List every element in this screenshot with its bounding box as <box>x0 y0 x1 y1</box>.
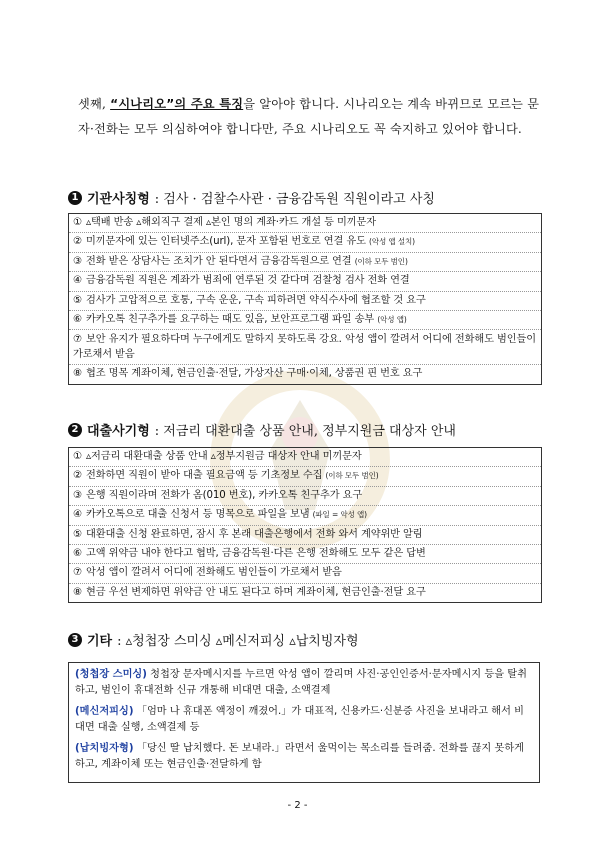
list-item <box>69 253 541 272</box>
item-text: ▵저금리 대환대출 상품 안내 ▵정부지원금 대상자 안내 미끼문자 <box>86 451 362 462</box>
item-text: 은행 직원이라며 전화가 옴(010 번호), 카카오톡 친구추가 요구 <box>86 489 363 501</box>
section-2-title: 대출사기형 <box>87 424 150 439</box>
item-note: (파일 = 악성 앱) <box>312 510 367 520</box>
item-note: (악성 앱 설치) <box>369 237 415 247</box>
item-text: 대환대출 신청 완료하면, 잠시 후 본래 대출은행에서 전화 와서 계약위반 알림 <box>86 528 423 540</box>
section-1-title: 기관사칭형 <box>87 192 150 207</box>
item-number: ③ <box>73 255 83 267</box>
scam-type-tag: (청첩장 스미싱) <box>75 669 147 680</box>
list-item <box>69 487 541 506</box>
list-item <box>69 526 541 545</box>
list-item <box>69 564 541 583</box>
section-2-list <box>68 447 542 603</box>
item-text: 악성 앱이 깔려서 어디에 전화해도 범인들이 가로채서 받음 <box>86 567 342 579</box>
list-item <box>69 292 541 311</box>
section-2-number: 2 <box>68 423 82 437</box>
section-3-box <box>68 662 540 783</box>
section-2-heading <box>68 420 456 439</box>
item-text: 보안 유지가 필요하다며 누구에게도 말하지 못하도록 강요. 악성 앱이 깔려서 어디에 전화해도 범인들이 가로채서 받음 <box>73 334 536 361</box>
list-item <box>69 584 541 602</box>
item-number: ④ <box>73 275 83 287</box>
item-number: ⑧ <box>73 368 83 380</box>
item-number: ④ <box>73 509 83 521</box>
item-number: ⑤ <box>73 528 83 540</box>
list-item <box>69 448 541 467</box>
list-item <box>69 233 541 252</box>
section-1-heading <box>68 188 435 207</box>
item-number: ① <box>73 451 83 462</box>
scam-type-item <box>75 741 533 772</box>
item-number: ⑥ <box>73 547 83 559</box>
scam-type-item <box>75 704 533 735</box>
item-text: 금융감독원 직원은 계좌가 범죄에 연루된 것 같다며 검찰청 검사 전화 연결 <box>86 275 410 287</box>
item-text: 검사가 고압적으로 호통, 구속 운운, 구속 피하려면 약식수사에 협조할 것 요구 <box>86 294 426 306</box>
item-note: (이하 모두 범인) <box>325 471 379 481</box>
section-3-number: 3 <box>68 633 82 647</box>
list-item <box>69 272 541 291</box>
scam-type-text: 청첩장 문자메시지를 누르면 악성 앱이 깔리며 사진·공인인증서·문자메시지 등을 탈취하고, 범인이 휴대전화 신규 개통해 비대면 대출, 소액결제 <box>75 669 527 696</box>
list-item <box>69 545 541 564</box>
section-1-subtitle: : 검사 · 검찰수사관 · 금융감독원 직원이라고 사칭 <box>154 192 435 207</box>
section-3-title: 기타 <box>87 634 113 649</box>
scam-type-text: 「엄마 나 휴대폰 액정이 깨졌어.」가 대표적, 신용카드·신분증 사진을 보내라고 해서 비대면 대출 실행, 소액결제 등 <box>75 706 524 733</box>
item-number: ⑦ <box>73 567 83 579</box>
item-number: ⑧ <box>73 586 83 598</box>
list-item <box>69 365 541 383</box>
item-note: (악성 앱) <box>377 314 407 324</box>
item-text: 현금 우선 변제하면 위약금 안 내도 된다고 하며 계좌이체, 현금인출·전달 요구 <box>86 586 426 598</box>
item-text: 전화하면 직원이 받아 대출 필요금액 등 기초정보 수집 <box>86 470 326 482</box>
item-number: ② <box>73 470 83 482</box>
intro-highlight: “시나리오”의 주요 특징 <box>110 97 244 111</box>
item-text: 고액 위약금 내야 한다고 협박, 금융감독원·다른 은행 전화해도 모두 같은 답변 <box>86 547 426 559</box>
list-item <box>69 506 541 525</box>
item-number: ⑤ <box>73 294 83 306</box>
scam-type-item <box>75 667 533 698</box>
item-note: (이하 모두 범인) <box>354 256 408 266</box>
intro-paragraph: 셋째, “시나리오”의 주요 특징을 알아야 합니다. 시나리오는 계속 바뀌므로 모르는 문자·전화는 모두 의심하여야 합니다만, 주요 시나리오도 꼭 숙지하고 있어야 합니다. <box>78 97 540 136</box>
list-item <box>69 330 541 365</box>
item-text: 미끼문자에 있는 인터넷주소(url), 문자 포함된 번호로 연결 유도 <box>86 236 370 248</box>
scam-type-tag: (메신저피싱) <box>75 706 134 717</box>
item-number: ② <box>73 236 83 248</box>
scam-type-text: 「당신 딸 납치했다. 돈 보내라.」라면서 울먹이는 목소리를 들려줌. 전화를 끊지 못하게 하고, 계좌이체 또는 현금인출·전달하게 함 <box>75 743 524 770</box>
list-item <box>69 311 541 330</box>
item-text: ▵택배 반송 ▵해외직구 결제 ▵본인 명의 계좌·카드 개설 등 미끼문자 <box>86 217 376 228</box>
item-number: ③ <box>73 489 83 501</box>
item-number: ⑦ <box>73 334 83 346</box>
section-3-subtitle: : ▵청첩장 스미싱 ▵메신저피싱 ▵납치빙자형 <box>117 634 359 649</box>
section-1-list <box>68 213 542 385</box>
list-item <box>69 467 541 486</box>
section-3-heading <box>68 630 359 649</box>
item-text: 협조 명목 계좌이체, 현금인출·전달, 가상자산 구매·이체, 상품권 핀 번호 요구 <box>86 368 423 380</box>
scam-type-tag: (납치빙자형) <box>75 743 134 754</box>
section-1-number: 1 <box>68 191 82 205</box>
list-item <box>69 214 541 233</box>
item-number: ① <box>73 217 83 228</box>
section-2-subtitle: : 저금리 대환대출 상품 안내, 정부지원금 대상자 안내 <box>154 424 456 439</box>
item-text: 카카오톡으로 대출 신청서 등 명목으로 파일을 보냄 <box>86 509 313 521</box>
item-number: ⑥ <box>73 313 83 325</box>
item-text: 카카오톡 친구추가를 요구하는 때도 있음, 보안프로그램 파일 송부 <box>86 313 378 325</box>
item-text: 전화 받은 상담사는 조치가 안 된다면서 금융감독원으로 연결 <box>86 255 355 267</box>
page-number: - 2 - <box>287 800 308 811</box>
